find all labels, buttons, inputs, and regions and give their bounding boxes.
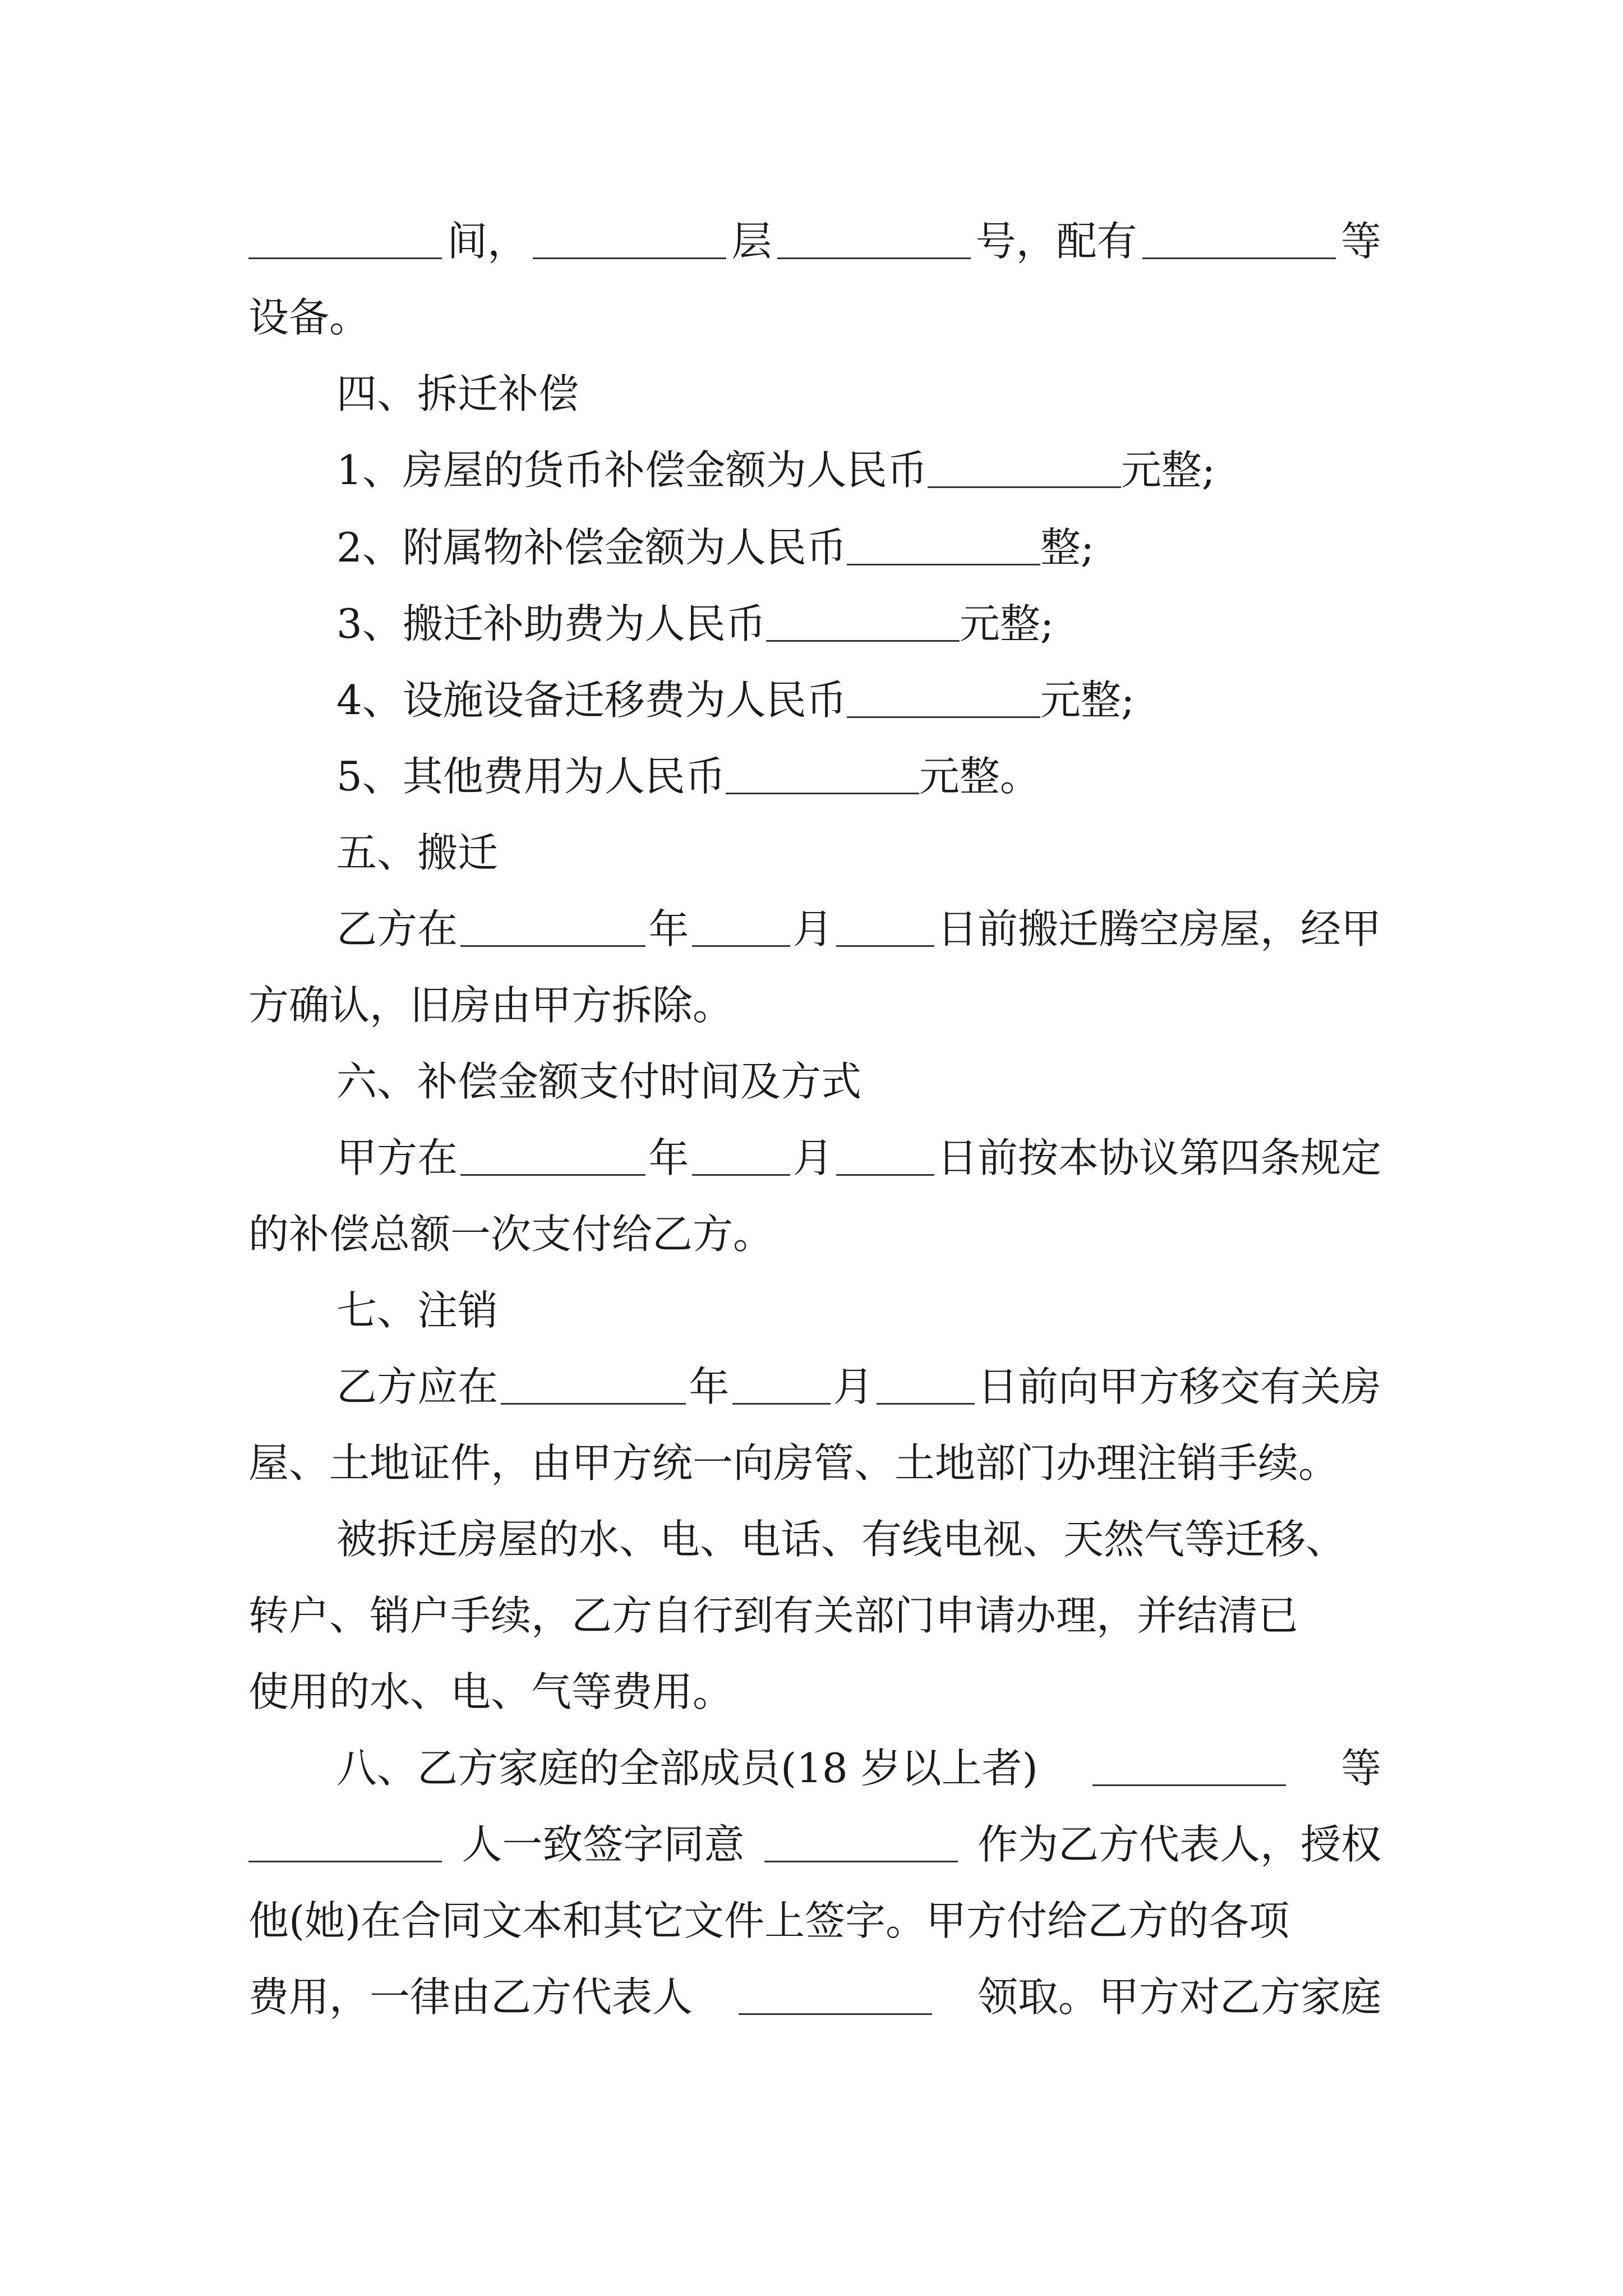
section-heading: 四、拆迁补偿 <box>336 370 579 417</box>
text-segment: 八、乙方家庭的全部成员(18 岁以上者) <box>336 1745 1038 1792</box>
section-heading: 七、注销 <box>336 1287 499 1334</box>
fill-blank <box>732 1400 831 1405</box>
text-segment: 4、设施设备迁移费为人民币 <box>336 677 847 724</box>
fill-blank <box>877 1400 975 1405</box>
fill-blank <box>533 254 726 259</box>
text-segment: 乙方在 <box>336 905 458 953</box>
text-segment: 作为乙方代表人，授权 <box>977 1821 1381 1868</box>
text-segment: 乙方应在 <box>336 1363 499 1410</box>
text-line <box>336 901 1381 957</box>
text-line: 方确认，旧房由甲方拆除。 <box>248 982 734 1029</box>
text-line: 他(她)在合同文本和其它文件上签字。甲方付给乙方的各项 <box>248 1897 1290 1944</box>
text-segment: 整; <box>1040 524 1095 571</box>
fill-blank <box>766 637 960 642</box>
text-segment: 日前按本协议第四条规定 <box>937 1134 1381 1181</box>
fill-blank <box>836 1171 934 1176</box>
text-segment: 年 <box>648 1134 689 1181</box>
text-line: 转户、销户手续，乙方自行到有关部门申请办理，并结清已 <box>248 1592 1299 1639</box>
fill-blank <box>501 1400 686 1405</box>
text-segment: 等 <box>1340 1745 1381 1792</box>
fill-blank <box>928 483 1121 488</box>
text-line <box>336 1359 1381 1415</box>
text-line: 使用的水、电、气等费用。 <box>248 1668 734 1715</box>
text-segment: 元整。 <box>919 753 1040 800</box>
text-segment: 1、房屋的货币补偿金额为人民币 <box>336 447 928 494</box>
text-segment: 年 <box>689 1363 730 1410</box>
text-segment: 2、附属物补偿金额为人民币 <box>336 524 847 571</box>
text-line <box>336 748 1381 804</box>
text-line <box>248 213 1381 269</box>
fill-blank <box>248 1857 442 1862</box>
text-line <box>336 1130 1381 1186</box>
fill-blank <box>248 254 442 259</box>
text-line <box>336 672 1381 728</box>
section-heading: 五、搬迁 <box>336 829 499 876</box>
fill-blank <box>847 560 1040 565</box>
text-line <box>336 519 1381 576</box>
text-line: 设备。 <box>248 294 370 341</box>
fill-blank <box>726 789 919 794</box>
fill-blank <box>692 942 790 947</box>
text-segment: 日前搬迁腾空房屋，经甲 <box>937 905 1381 953</box>
text-line: 被拆迁房屋的水、电、电话、有线电视、天然气等迁移、 <box>336 1516 1347 1563</box>
fill-blank <box>460 1171 645 1176</box>
fill-blank <box>460 942 645 947</box>
text-segment: 费用，一律由乙方代表人 <box>248 1973 693 2021</box>
fill-blank <box>739 2010 932 2015</box>
text-segment: 月 <box>792 1134 833 1181</box>
text-segment: 等 <box>1340 218 1381 265</box>
section-heading: 六、补偿金额支付时间及方式 <box>336 1058 862 1105</box>
text-segment: 月 <box>792 905 833 953</box>
fill-blank <box>847 713 1040 718</box>
text-segment: 号，配有 <box>975 218 1137 265</box>
text-line <box>248 1816 1381 1872</box>
text-segment: 5、其他费用为人民币 <box>336 753 726 800</box>
text-line: 的补偿总额一次支付给乙方。 <box>248 1211 774 1258</box>
fill-blank <box>764 1857 958 1862</box>
text-segment: 元整; <box>959 600 1054 647</box>
text-line <box>248 1969 1381 2025</box>
fill-blank <box>692 1171 790 1176</box>
text-line <box>336 596 1381 652</box>
text-segment: 甲方在 <box>336 1134 458 1181</box>
text-segment: 年 <box>648 905 689 953</box>
text-segment: 3、搬迁补助费为人民币 <box>336 600 766 647</box>
text-line <box>336 442 1381 498</box>
fill-blank <box>777 254 971 259</box>
text-line: 屋、土地证件，由甲方统一向房管、土地部门办理注销手续。 <box>248 1439 1339 1487</box>
text-segment: 间， <box>447 218 528 265</box>
text-line <box>336 1740 1381 1796</box>
text-segment: 层 <box>731 218 772 265</box>
text-segment: 人一致签字同意 <box>462 1821 745 1868</box>
text-segment: 日前向甲方移交有关房 <box>977 1363 1381 1410</box>
fill-blank <box>1142 254 1336 259</box>
text-segment: 月 <box>833 1363 874 1410</box>
text-segment: 领取。甲方对乙方家庭 <box>977 1973 1381 2021</box>
fill-blank <box>836 942 934 947</box>
text-segment: 元整; <box>1121 447 1216 494</box>
fill-blank <box>1092 1781 1286 1786</box>
text-segment: 元整; <box>1040 677 1135 724</box>
